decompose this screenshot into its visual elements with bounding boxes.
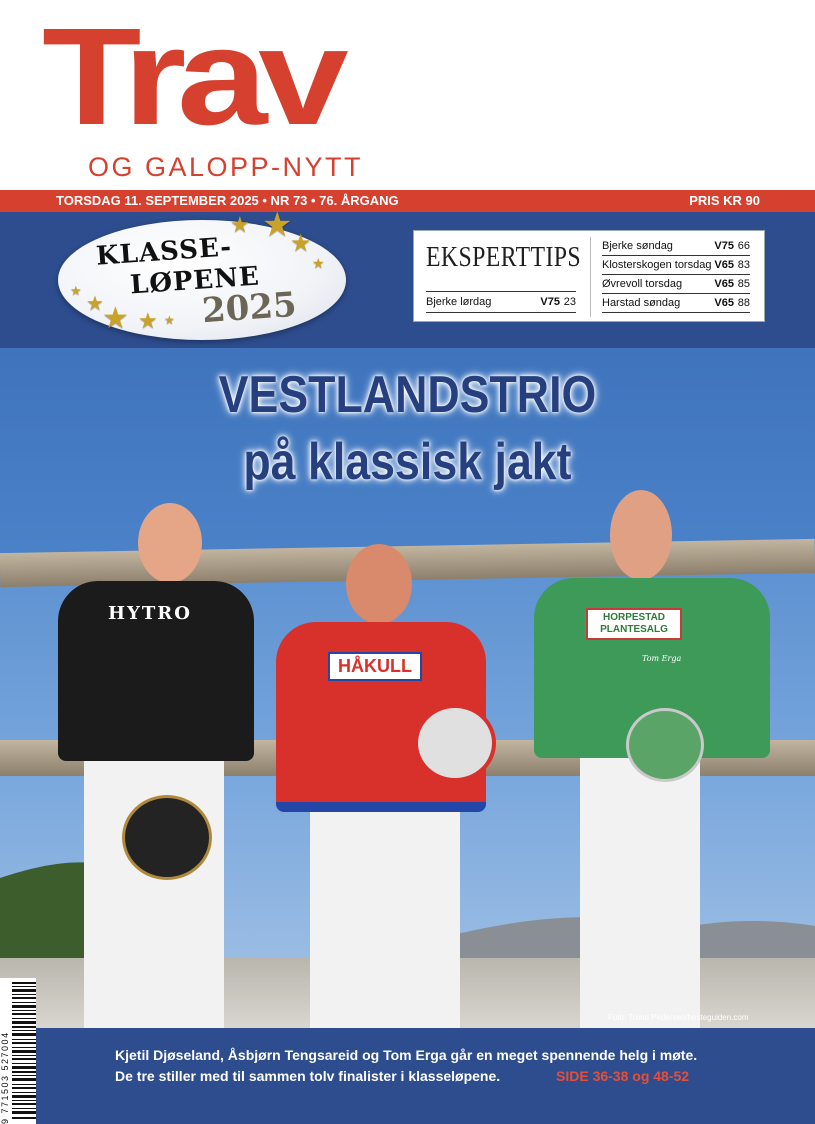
star-icon: ★ bbox=[312, 255, 325, 271]
tips-row-game: V75 bbox=[714, 240, 734, 252]
photo-credit: Foto: Trond Pedersen/hesteguiden.com bbox=[608, 1013, 749, 1022]
driver-left bbox=[58, 503, 258, 1028]
tips-row-page: 85 bbox=[737, 278, 750, 290]
star-icon: ★ bbox=[262, 206, 293, 244]
driver-head bbox=[138, 503, 202, 583]
tips-row bbox=[602, 294, 750, 313]
caption-line1: Kjetil Djøseland, Åsbjørn Tengsareid og Tom Erga går en meget spennende helg i møte. bbox=[115, 1047, 698, 1063]
tips-row-game: V75 bbox=[540, 296, 560, 308]
star-icon: ★ bbox=[164, 313, 175, 327]
jersey-text-left: HYTRO bbox=[108, 603, 192, 624]
tips-title: EKSPERTTIPS bbox=[426, 241, 582, 273]
page-reference: SIDE 36-38 og 48-52 bbox=[556, 1068, 690, 1084]
barcode bbox=[0, 978, 36, 1124]
tips-row-game: V65 bbox=[714, 297, 734, 309]
issue-info: TORSDAG 11. SEPTEMBER 2025 • NR 73 • 76. ÅRGANG bbox=[56, 193, 399, 208]
driver-head bbox=[610, 490, 672, 580]
barcode-number: 9 771503 527004 bbox=[0, 1031, 10, 1124]
logo-subtitle: OG GALOPP-NYTT bbox=[88, 152, 364, 182]
logo: Trav bbox=[42, 0, 340, 154]
star-icon: ★ bbox=[230, 212, 250, 237]
tips-list bbox=[602, 237, 750, 313]
tips-row-name: Klosterskogen torsdag bbox=[602, 259, 712, 271]
helmet-icon bbox=[626, 708, 704, 782]
tips-row-name: Øvrevoll torsdag bbox=[602, 278, 683, 290]
tips-divider bbox=[590, 237, 591, 317]
driver-trousers bbox=[310, 812, 460, 1028]
masthead bbox=[0, 0, 815, 190]
driver-head bbox=[346, 544, 412, 624]
dateline-bar bbox=[0, 190, 815, 212]
tips-row bbox=[602, 275, 750, 294]
star-icon: ★ bbox=[290, 230, 312, 257]
driver-right bbox=[534, 490, 770, 1028]
tips-row-name: Harstad søndag bbox=[602, 297, 681, 309]
helmet-icon bbox=[414, 704, 496, 782]
tips-row-page: 23 bbox=[563, 296, 576, 308]
barcode-icon bbox=[12, 978, 36, 1124]
star-icon: ★ bbox=[102, 302, 129, 335]
headline-line2: på klassisk jakt bbox=[243, 433, 572, 491]
tips-row bbox=[426, 291, 576, 313]
badge-year: 2025 bbox=[200, 284, 298, 332]
helmet-icon bbox=[122, 795, 212, 880]
jersey-text-right: HORPESTAD PLANTESALG bbox=[586, 608, 682, 640]
tips-row-page: 83 bbox=[737, 259, 750, 271]
badge-line1: KLASSE- bbox=[95, 232, 234, 272]
tips-row bbox=[602, 256, 750, 275]
headline-line1: VESTLANDSTRIO bbox=[218, 366, 597, 424]
driver-middle bbox=[276, 544, 522, 1028]
tips-row-name: Bjerke søndag bbox=[602, 240, 673, 252]
expert-tips-box bbox=[413, 230, 765, 322]
tips-row-page: 66 bbox=[737, 240, 750, 252]
price: PRIS KR 90 bbox=[689, 193, 760, 208]
tips-row bbox=[602, 237, 750, 256]
caption-line2: De tre stiller med til sammen tolv finalister i klasseløpene. bbox=[115, 1068, 501, 1084]
jersey-text-middle: HÅKULL bbox=[328, 652, 422, 681]
tips-row-page: 88 bbox=[737, 297, 750, 309]
name-tag: Tom Erga bbox=[642, 654, 682, 663]
star-icon: ★ bbox=[138, 308, 158, 333]
badge-line2: LØPENE bbox=[129, 261, 261, 301]
tips-row-name: Bjerke lørdag bbox=[426, 296, 492, 308]
tips-row-game: V65 bbox=[714, 259, 734, 271]
driver-trousers bbox=[580, 758, 700, 1028]
tips-row-game: V65 bbox=[714, 278, 734, 290]
star-icon: ★ bbox=[70, 283, 82, 298]
star-icon: ★ bbox=[86, 293, 104, 315]
